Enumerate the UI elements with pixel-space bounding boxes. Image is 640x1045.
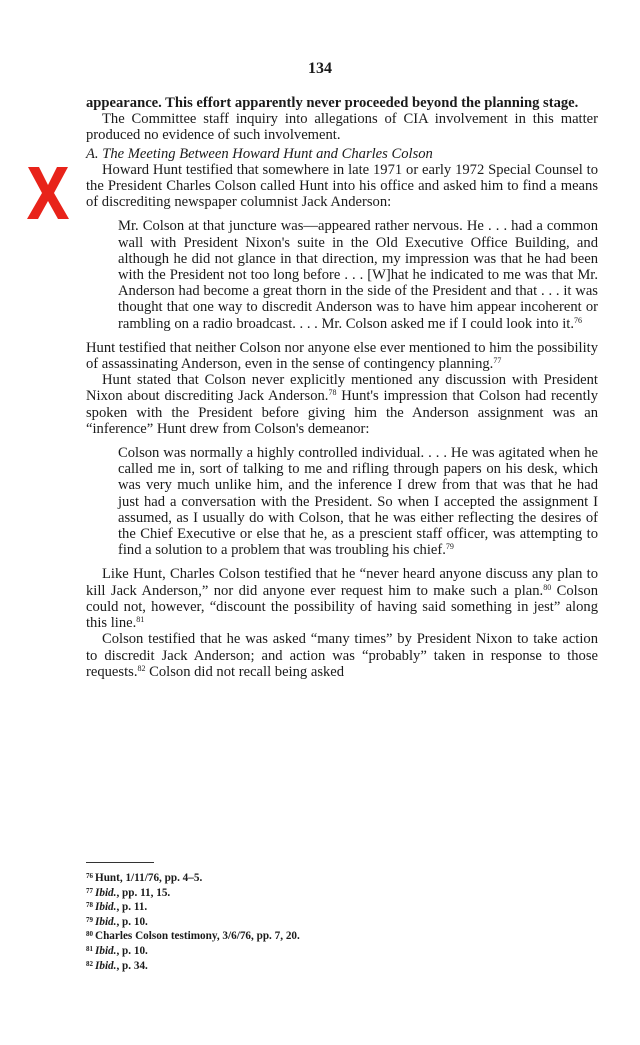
footnotes: [86, 870, 486, 972]
block-quote-hunt: [118, 218, 598, 331]
paragraph-colson-testimony: Like Hunt, Charles Colson testified that he “never heard anyone discuss any plan to kill Jack Anderson,” nor did anyone ever request him to make such a plan.$^{80}$ Colson could not, however, “discount the possibility of having said something in jest” along this line.$^{81}$: [86, 566, 598, 632]
footnote-text: Ibid., p. 10.: [95, 944, 148, 957]
footnote-item: [86, 870, 486, 885]
footnote-ref: 76: [573, 315, 582, 325]
quote-text: Mr. Colson at that juncture was—appeared rather nervous. He . . . had a common wall with President Nixon's suite in the Old Executive Office Building, and although he did not glance in that direction, my impression was that he had been with the President not too long before . . . [W]hat he indicated to me was that Mr. Anderson had become a great thorn in the side of the President and that . . . it was thought that one way to discredit Anderson was to have him appear incoherent or rambling on a radio broadcast. . . . Mr. Colson asked me if I could look into it.: [118, 218, 598, 332]
footnote-text: Hunt, 1/11/76, pp. 4–5.: [95, 872, 203, 884]
footnote-number: 81: [86, 944, 93, 953]
footnote-text: Ibid., p. 34.: [95, 959, 148, 972]
page-number: 134: [308, 60, 332, 77]
paragraph-hunt-testimony: Howard Hunt testified that somewhere in late 1971 or early 1972 Special Counsel to the President Charles Colson called Hunt into his office and asked him to find a means of discrediting newspaper columnist Jack Anderson:: [86, 161, 598, 211]
paragraph-no-assassination: Hunt testified that neither Colson nor anyone else ever mentioned to him the possibility of assassinating Anderson, even in the sense of contingency planning.$^{77}$: [86, 339, 598, 373]
footnote-ref: 81: [136, 615, 145, 625]
footnote-number: 76: [86, 872, 93, 880]
red-x-mark-icon: [22, 163, 72, 223]
block-quote-colson-demeanor: [118, 445, 598, 558]
footnote-number: 78: [86, 901, 93, 910]
footnote-item: [86, 914, 486, 929]
paragraph-cia-inquiry: The Committee staff inquiry into allegations of CIA involvement in this matter produced no evidence of such involvement.: [86, 111, 598, 144]
body-text: [86, 95, 598, 680]
footnote-number: 79: [86, 915, 93, 924]
footnote-text: Ibid., p. 11.: [95, 901, 148, 914]
footnote-text: Ibid., pp. 11, 15.: [95, 886, 171, 899]
paragraph-colson-asked: Colson testified that he was asked “many times” by President Nixon to take action to discredit Jack Anderson; and action was “probably” taken in response to those requests.$^{82}$ Colson did not recall being asked: [86, 631, 598, 680]
footnote-divider: [86, 862, 154, 863]
footnote-ref: 78: [328, 388, 337, 398]
quote-text: Colson was normally a highly controlled individual. . . . He was agitated when he called me in, sort of talking to me and rifling through papers on his desk, which was very much unlike him, and the inference I drew from that was that he had just had a conversation with the President. So when I accepted the assignment I assumed, as I usually do with Colson, that he was either reflecting the desires of the Chief Executive or else that he, as a prescient staff officer, was attempting to find a solution to a problem that was troubling his chief.: [118, 445, 598, 559]
footnote-ref: 80: [543, 582, 552, 592]
footnote-number: 80: [86, 930, 93, 939]
footnote-ref: 82: [137, 663, 146, 673]
footnote-text: Charles Colson testimony, 3/6/76, pp. 7, 20.: [95, 930, 300, 943]
paragraph-continued: appearance. This effort apparently never proceeded beyond the planning stage.: [86, 95, 579, 111]
paragraph-hunt-inference: Hunt stated that Colson never explicitly mentioned any discussion with President Nixon about discrediting Jack Anderson.$^{78}$ Hunt's impression that Colson had recently spoken with the President before giving him the Anderson assignment was an “inference” Hunt drew from Colson's demeanor:: [86, 372, 598, 437]
footnote-item: [86, 899, 486, 914]
footnote-item: [86, 958, 486, 973]
footnote-item: [86, 928, 486, 943]
footnote-item: [86, 885, 486, 900]
footnote-text: Ibid., p. 10.: [95, 915, 148, 928]
footnote-number: 77: [86, 886, 93, 895]
footnote-ref: 77: [493, 356, 502, 366]
footnote-ref: 79: [445, 542, 454, 552]
footnote-number: 82: [86, 959, 93, 968]
section-heading: A. The Meeting Between Howard Hunt and Charles Colson: [86, 145, 433, 162]
footnote-item: [86, 943, 486, 958]
